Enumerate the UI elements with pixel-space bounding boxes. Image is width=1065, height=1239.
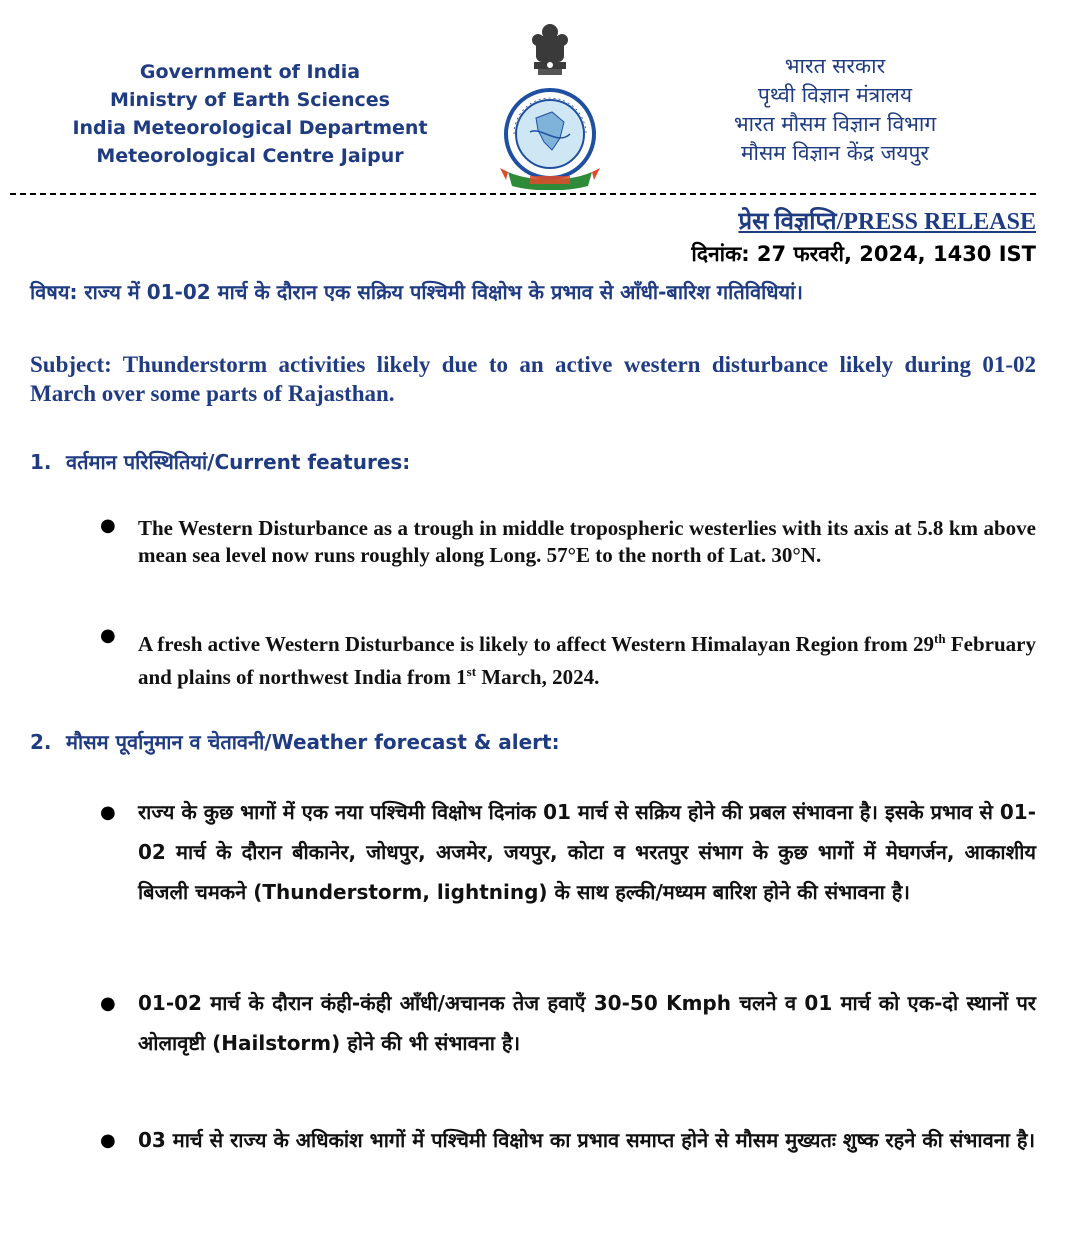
header-hindi-line: भारत मौसम विज्ञान विभाग	[733, 112, 937, 136]
list-item	[100, 515, 1036, 569]
list-item	[100, 792, 1036, 912]
bullet2-part3: March, 2024.	[476, 665, 600, 689]
bullet2-part1: A fresh active Western Disturbance is likely to affect Western Himalayan Region from 29	[138, 632, 935, 656]
section2-heading	[30, 728, 560, 755]
subject-english: Subject: Thunderstorm activities likely due to an active western disturbance likely during 01-02 March over some parts of Rajasthan.	[30, 352, 1036, 406]
header-hindi-line: मौसम विज्ञान केंद्र जयपुर	[740, 141, 929, 165]
header-english-line: Meteorological Centre Jaipur	[96, 145, 404, 167]
header-hindi-line: भारत सरकार	[784, 54, 886, 78]
list-item	[100, 625, 1036, 691]
section1-bullet1-text: The Western Disturbance as a trough in middle tropospheric westerlies with its axis at 5.8 km above mean sea level now runs roughly along Long. 57°E to the north of Lat. 30°N.	[138, 516, 1036, 567]
bullet-icon: ●	[100, 993, 116, 1014]
bullet-icon: ●	[100, 802, 116, 823]
bullet2-part2: February and plains of northwest India from 1	[138, 632, 1036, 689]
date-line: दिनांक: 27 फरवरी, 2024, 1430 IST	[691, 242, 1036, 266]
section2-bullet-text: 01-02 मार्च के दौरान कंही-कंही आँधी/अचानक तेज हवाएँ 30-50 Kmph चलने व 01 मार्च को एक-दो स्थानों पर ओलावृष्टी (Hailstorm) होने की भी संभावना है।	[138, 991, 1036, 1055]
section1-heading	[30, 448, 410, 475]
section2-bullet-text: 03 मार्च से राज्य के अधिकांश भागों में पश्चिमी विक्षोभ का प्रभाव समाप्त होने से मौसम मुख्यतः शुष्क रहने की संभावना है।	[138, 1128, 1036, 1152]
header-english-line: Government of India	[139, 61, 361, 83]
section2-number: 2.	[30, 730, 52, 754]
section2-title: मौसम पूर्वानुमान व चेतावनी/Weather forecast & alert:	[66, 730, 560, 754]
header-english-line: India Meteorological Department	[72, 117, 428, 139]
imd-emblem-icon	[500, 22, 600, 190]
section1-number: 1.	[30, 450, 52, 474]
section2-bullet-text: राज्य के कुछ भागों में एक नया पश्चिमी विक्षोभ दिनांक 01 मार्च से सक्रिय होने की प्रबल संभावना है। इसके प्रभाव से 01-02 मार्च के दौरान बीकानेर, जोधपुर, अजमेर, जयपुर, कोटा व भरतपुर संभाग के कुछ भागों में मेघगर्जन, आकाशीय बिजली चमकने (Thunderstorm, lightning) के साथ हल्की/मध्यम बारिश होने की संभावना है।	[138, 800, 1036, 904]
header-divider	[10, 193, 1036, 195]
bullet2-sup1: th	[934, 631, 946, 646]
bullet-icon: ●	[100, 515, 116, 536]
list-item	[100, 1120, 1036, 1160]
section1-bullet2-text	[138, 625, 1036, 691]
section1-title: वर्तमान परिस्थितियां/Current features:	[66, 450, 411, 474]
subject-hindi: विषय: राज्य में 01-02 मार्च के दौरान एक सक्रिय पश्चिमी विक्षोभ के प्रभाव से आँधी-बारिश गतिविधियां।	[30, 280, 803, 304]
list-item	[100, 983, 1036, 1063]
header-english	[70, 58, 430, 170]
header-english-line: Ministry of Earth Sciences	[110, 89, 390, 111]
bullet-icon: ●	[100, 1130, 116, 1151]
bullet-icon: ●	[100, 625, 116, 646]
header-hindi-line: पृथ्वी विज्ञान मंत्रालय	[757, 83, 913, 107]
press-release-label: प्रेस विज्ञप्ति/PRESS RELEASE	[738, 209, 1036, 235]
header-hindi	[690, 52, 980, 168]
bullet2-sup2: st	[466, 664, 477, 679]
